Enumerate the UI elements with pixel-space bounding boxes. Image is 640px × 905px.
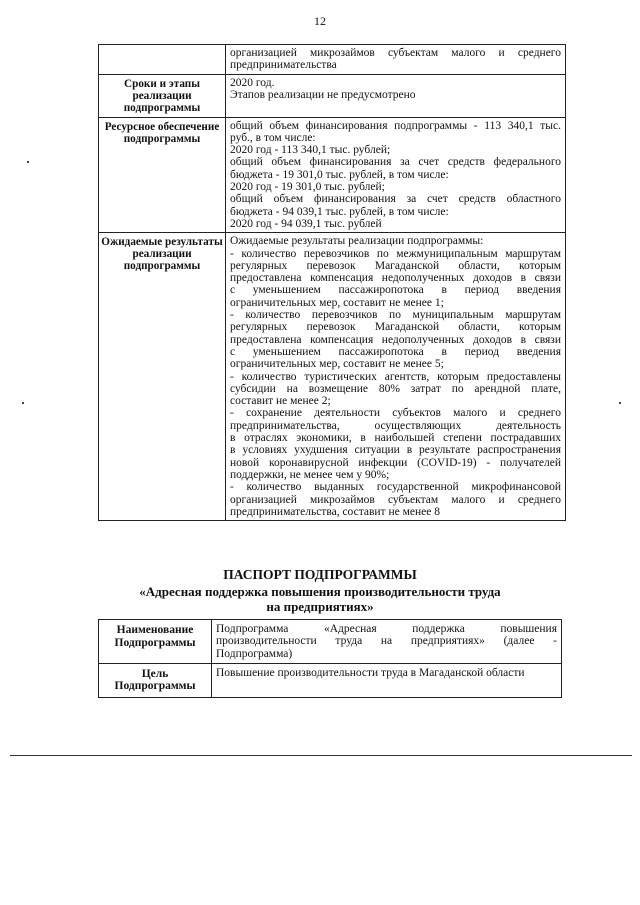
text-line: предпринимательства, осуществляющих деятельность bbox=[230, 419, 561, 432]
row-content bbox=[212, 620, 562, 664]
text-line: с уменьшением пассажиропотока в период введения bbox=[230, 345, 561, 358]
table-row bbox=[99, 663, 562, 697]
text-line: ограничительных мер, составит не менее 1; bbox=[230, 296, 444, 309]
row-content bbox=[226, 74, 566, 117]
text-line: бюджета - 94 039,1 тыс. рублей, в том числе: bbox=[230, 205, 449, 218]
row-content bbox=[212, 663, 562, 697]
text-line: поддержки, не менее чем у 90%; bbox=[230, 468, 390, 481]
text-line: Ожидаемые результаты реализации подпрограммы: bbox=[230, 235, 484, 248]
text-line: 2020 год. bbox=[230, 76, 275, 89]
text-line: составит не менее 2; bbox=[230, 395, 331, 408]
page-number: 12 bbox=[314, 14, 326, 28]
text-line: - количество перевозчиков по муниципальным маршрутам bbox=[230, 309, 561, 322]
text-line: 2020 год - 113 340,1 тыс. рублей; bbox=[230, 144, 391, 157]
text-line: предоставлена компенсация недополученных доходов в связи bbox=[230, 272, 561, 285]
scan-speck bbox=[619, 402, 621, 404]
text-line: в условиях ухудшения ситуации в результате распространения bbox=[230, 444, 561, 457]
text-line: организацией микрозаймов субъектам малого и среднего bbox=[230, 47, 561, 59]
row-label-results: Ожидаемые результаты реализации подпрограммы bbox=[99, 233, 226, 521]
subprogram-passport-table-continued bbox=[98, 44, 566, 521]
table-row bbox=[99, 620, 562, 664]
scan-speck bbox=[22, 402, 24, 404]
text-line: Этапов реализации не предусмотрено bbox=[230, 88, 416, 101]
text-line: ограничительных мер, составит не менее 5; bbox=[230, 358, 444, 371]
text-line: - количество выданных государственной микрофинансовой bbox=[230, 481, 561, 494]
scan-speck bbox=[27, 161, 29, 163]
text-line: предпринимательства, составит не менее 8 bbox=[230, 505, 440, 518]
text-line: Подпрограмма) bbox=[216, 647, 293, 660]
table-row bbox=[99, 117, 566, 233]
text-line: - количество перевозчиков по межмуниципальным маршрутам bbox=[230, 247, 561, 260]
subtitle-line: на предприятиях» bbox=[266, 599, 374, 614]
text-line: общий объем финансирования подпрограммы - 113 340,1 тыс. bbox=[230, 119, 561, 132]
table-row bbox=[99, 45, 566, 75]
row-content bbox=[226, 233, 566, 521]
text-line: регулярных перевозок Магаданской области, которым bbox=[230, 321, 561, 334]
text-line: предпринимательства bbox=[230, 59, 337, 72]
row-label-terms: Сроки и этапы реализации подпрограммы bbox=[99, 74, 226, 117]
row-label-resources: Ресурсное обеспечение подпрограммы bbox=[99, 117, 226, 233]
text-line: - количество туристических агентств, которым предоставлены bbox=[230, 370, 561, 383]
text-line: общий объем финансирования за счет средств федерального bbox=[230, 156, 561, 169]
text-line: бюджета - 19 301,0 тыс. рублей, в том числе: bbox=[230, 168, 449, 181]
text-line: производительности труда на предприятиях» (далее - bbox=[216, 635, 557, 648]
text-line: с уменьшением пассажиропотока в период введения bbox=[230, 284, 561, 297]
text-line: субсидии на возмещение 80% затрат по арендной плате, bbox=[230, 382, 561, 395]
row-label-goal: Цель Подпрограммы bbox=[99, 663, 212, 697]
text-line: Подпрограмма «Адресная поддержка повышения bbox=[216, 623, 557, 635]
subprogram-passport-table bbox=[98, 619, 562, 698]
section-subtitle bbox=[0, 584, 640, 614]
text-line: - сохранение деятельности субъектов малого и среднего bbox=[230, 407, 561, 420]
table-row bbox=[99, 74, 566, 117]
text-line: руб., в том числе: bbox=[230, 131, 316, 144]
page-divider-line bbox=[10, 755, 632, 756]
section-title: ПАСПОРТ ПОДПРОГРАММЫ bbox=[223, 567, 417, 582]
text-line: Повышение производительности труда в Магаданской области bbox=[216, 666, 525, 679]
row-content bbox=[226, 45, 566, 75]
subtitle-line: «Адресная поддержка повышения производительности труда bbox=[139, 584, 501, 599]
text-line: предоставлена компенсация недополученных доходов в связи bbox=[230, 333, 561, 346]
row-label-name: Наименование Подпрограммы bbox=[99, 620, 212, 664]
text-line: 2020 год - 94 039,1 тыс. рублей bbox=[230, 217, 382, 230]
text-line: общий объем финансирования за счет средств областного bbox=[230, 193, 561, 206]
text-line: регулярных перевозок Магаданской области, которым bbox=[230, 259, 561, 272]
row-label bbox=[99, 45, 226, 75]
text-line: новой коронавирусной инфекции (COVID-19) - получателей bbox=[230, 456, 561, 469]
text-line: 2020 год - 19 301,0 тыс. рублей; bbox=[230, 181, 385, 194]
table-row bbox=[99, 233, 566, 521]
text-line: в отраслях экономики, в наибольшей степени пострадавших bbox=[230, 432, 561, 445]
text-line: организацией микрозаймов субъектам малого и среднего bbox=[230, 493, 561, 506]
row-content bbox=[226, 117, 566, 233]
